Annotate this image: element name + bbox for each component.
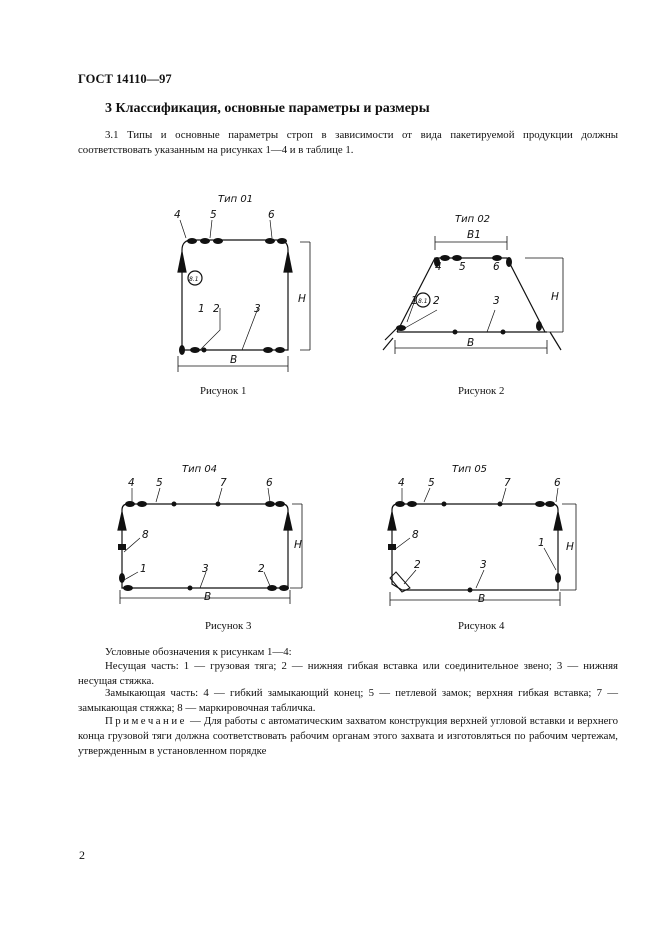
figure-3-callout-8: 8 bbox=[142, 529, 149, 541]
page-number: 2 bbox=[79, 848, 85, 862]
figure-1-caption: Рисунок 1 bbox=[200, 385, 247, 397]
figure-1-type-label: Тип 01 bbox=[218, 194, 254, 205]
figure-3-type-label: Тип 04 bbox=[182, 464, 218, 475]
figure-4-callout-4: 4 bbox=[398, 477, 405, 489]
figure-4-callout-8: 8 bbox=[412, 529, 419, 541]
legend-intro: Условные обозначения к рисункам 1—4: bbox=[105, 646, 292, 658]
figure-2-type-label: Тип 02 bbox=[455, 214, 491, 225]
figure-4-type-05 bbox=[380, 460, 580, 610]
note-paragraph bbox=[78, 714, 618, 759]
figure-4-callout-7: 7 bbox=[504, 477, 511, 489]
figure-4-callout-5: 5 bbox=[428, 477, 435, 489]
figure-3-callout-5: 5 bbox=[156, 477, 163, 489]
document-code: ГОСТ 14110—97 bbox=[78, 72, 172, 86]
figure-2-callout-2: 2 bbox=[433, 295, 440, 307]
figure-3-callout-3: 3 bbox=[202, 563, 209, 575]
figure-3-callout-7: 7 bbox=[220, 477, 227, 489]
figure-2-plate-label: 8.1 bbox=[418, 298, 428, 305]
figure-1-type-01 bbox=[160, 190, 330, 380]
figure-3-callout-2: 2 bbox=[258, 563, 265, 575]
figure-2-width-label: B bbox=[467, 337, 475, 349]
figure-4-callout-3: 3 bbox=[480, 559, 487, 571]
figure-1-callout-6: 6 bbox=[268, 209, 275, 221]
figure-2-caption: Рисунок 2 bbox=[458, 385, 505, 397]
figure-1-width-label: B bbox=[230, 354, 238, 366]
figure-3-callout-4: 4 bbox=[128, 477, 135, 489]
figure-3-type-04 bbox=[110, 460, 310, 610]
intro-paragraph: 3.1 Типы и основные параметры строп в зависимости от вида пакетируемой продукции должны соответствовать указанным на рисунках 1—4 и в таблице 1. bbox=[78, 129, 618, 156]
figure-4-width-label: B bbox=[478, 593, 486, 605]
figure-4-caption: Рисунок 4 bbox=[458, 620, 505, 632]
figure-4-type-label: Тип 05 bbox=[452, 464, 488, 475]
figure-4-callout-1: 1 bbox=[538, 537, 545, 549]
figure-3-width-label: B bbox=[204, 591, 212, 603]
figure-3-callout-1: 1 bbox=[140, 563, 147, 575]
note-text: — Для работы с автоматическим захватом конструкция верхней угловой вставки и верхнего конца грузовой тяги должна соответствовать рабочим органам этого захвата и изготовляться по рабочим чертежам, утвержденным в установленном порядке bbox=[78, 715, 618, 757]
legend-load-part: Несущая часть: 1 — грузовая тяга; 2 — нижняя гибкая вставка или соединительное звено; 3 — нижняя несущая стяжка. bbox=[78, 660, 618, 687]
section-title: 3 Классификация, основные параметры и размеры bbox=[105, 101, 430, 116]
figure-1-height-label: H bbox=[298, 293, 306, 305]
note-label: Примечание bbox=[105, 715, 187, 727]
figure-4-callout-6: 6 bbox=[554, 477, 561, 489]
figure-2-type-02 bbox=[375, 210, 575, 360]
legend-closing-part: Замыкающая часть: 4 — гибкий замыкающий конец; 5 — петлевой замок; верхняя гибкая вставка; 7 — замыкающая стяжка; 8 — маркировочная табличка. bbox=[78, 687, 618, 714]
figure-1-callout-2: 2 bbox=[213, 303, 220, 315]
figure-2-callout-4: 4 bbox=[435, 261, 442, 273]
figure-4-callout-2: 2 bbox=[414, 559, 421, 571]
figure-1-callout-5: 5 bbox=[210, 209, 217, 221]
figure-2-callout-1: 1 bbox=[411, 295, 418, 307]
figure-1-callout-1: 1 bbox=[198, 303, 205, 315]
figure-2-callout-3: 3 bbox=[493, 295, 500, 307]
figure-3-caption: Рисунок 3 bbox=[205, 620, 252, 632]
figure-1-callout-3: 3 bbox=[254, 303, 261, 315]
figure-1-plate-label: 8.1 bbox=[189, 276, 199, 283]
figure-4-height-label: H bbox=[566, 541, 574, 553]
figure-3-height-label: H bbox=[294, 539, 302, 551]
figure-3-callout-6: 6 bbox=[266, 477, 273, 489]
figure-2-top-width-label: B1 bbox=[467, 229, 481, 241]
figure-2-callout-6: 6 bbox=[493, 261, 500, 273]
figure-2-callout-5: 5 bbox=[459, 261, 466, 273]
figure-2-height-label: H bbox=[551, 291, 559, 303]
figure-1-callout-4: 4 bbox=[174, 209, 181, 221]
